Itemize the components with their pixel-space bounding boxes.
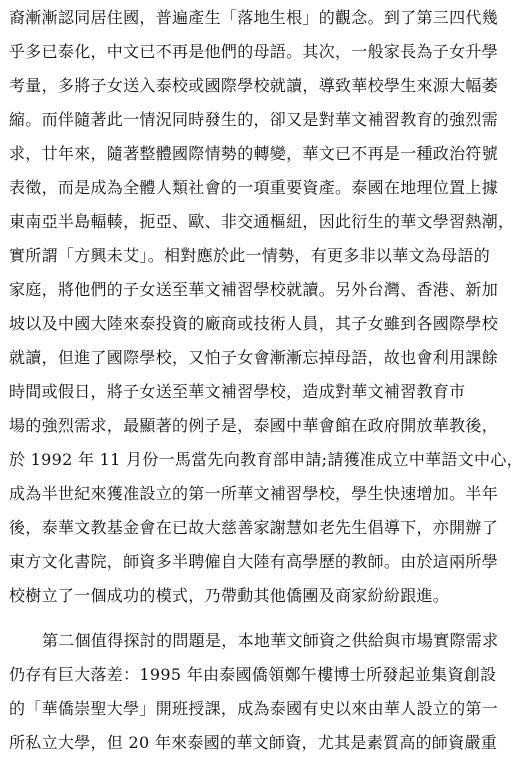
text-line: 縮。而伴隨著此一情況同時發生的，卻又是對華文補習教育的強烈需 — [9, 110, 499, 129]
text-line: 坡以及中國大陸來泰投資的廠商或技術人員，其子女雖到各國際學校 — [9, 314, 499, 333]
paragraph-last-line: 校樹立了一個成功的模式，乃帶動其他僑團及商家紛紛跟進。 — [9, 586, 450, 605]
text-line: 就讀，但進了國際學校，又怕子女會漸漸忘掉母語，故也會利用課餘 — [9, 348, 499, 367]
text-line: 後，泰華文教基金會在已故大慈善家謝慧如老先生倡導下，亦開辦了 — [9, 518, 499, 537]
text-line: 乎多已泰化，中文已不再是他們的母語。其次，一般家長為子女升學 — [9, 42, 499, 61]
text-line: 場的強烈需求，最顯著的例子是，泰國中華會館在政府開放華教後， — [9, 416, 499, 435]
text-line: 於 1992 年 11 月份一馬當先向教育部申請;請獲准成立中華語文中心， — [9, 450, 523, 469]
text-line: 的「華僑崇聖大學」開班授課，成為泰國有史以來由華人設立的第一 — [9, 699, 499, 718]
text-line: 表徵，而是成為全體人類社會的一項重要資產。泰國在地理位置上據 — [9, 178, 499, 197]
text-line: 求，廿年來，隨著整體國際情勢的轉變，華文已不再是一種政治符號 — [9, 144, 499, 163]
paragraph-first-line: 第二個值得探討的問題是，本地華文師資之供給與市場實際需求 — [42, 631, 499, 650]
text-line: 東方文化書院，師資多半聘僱自大陸有高學歷的教師。由於這兩所學 — [9, 552, 499, 571]
text-line: 東南亞半島輻輳，扼亞、歐、非交通樞紐，因此衍生的華文學習熱潮， — [9, 212, 515, 231]
text-line: 時間或假日，將子女送至華文補習學校，造成對華文補習教育市 — [9, 382, 466, 401]
text-line: 仍存有巨大落差：1995 年由泰國僑領鄭午樓博士所發起並集資創設 — [9, 665, 497, 684]
text-line: 成為半世紀來獲准設立的第一所華文補習學校，學生快速增加。半年 — [9, 484, 499, 503]
text-line: 實所謂「方興未艾」。相對應於此一情勢，有更多非以華文為母語的 — [9, 246, 491, 265]
text-line: 家庭，將他們的子女送至華文補習學校就讀。另外台灣、香港、新加 — [9, 280, 499, 299]
text-line: 考量，多將子女送入泰校或國際學校就讀，導致華校學生來源大幅萎 — [9, 76, 499, 95]
text-line: 所私立大學，但 20 年來泰國的華文師資，尤其是素質高的師資嚴重 — [9, 733, 498, 752]
text-line: 裔漸漸認同居住國，普遍產生「落地生根」的觀念。到了第三四代幾 — [9, 8, 499, 27]
